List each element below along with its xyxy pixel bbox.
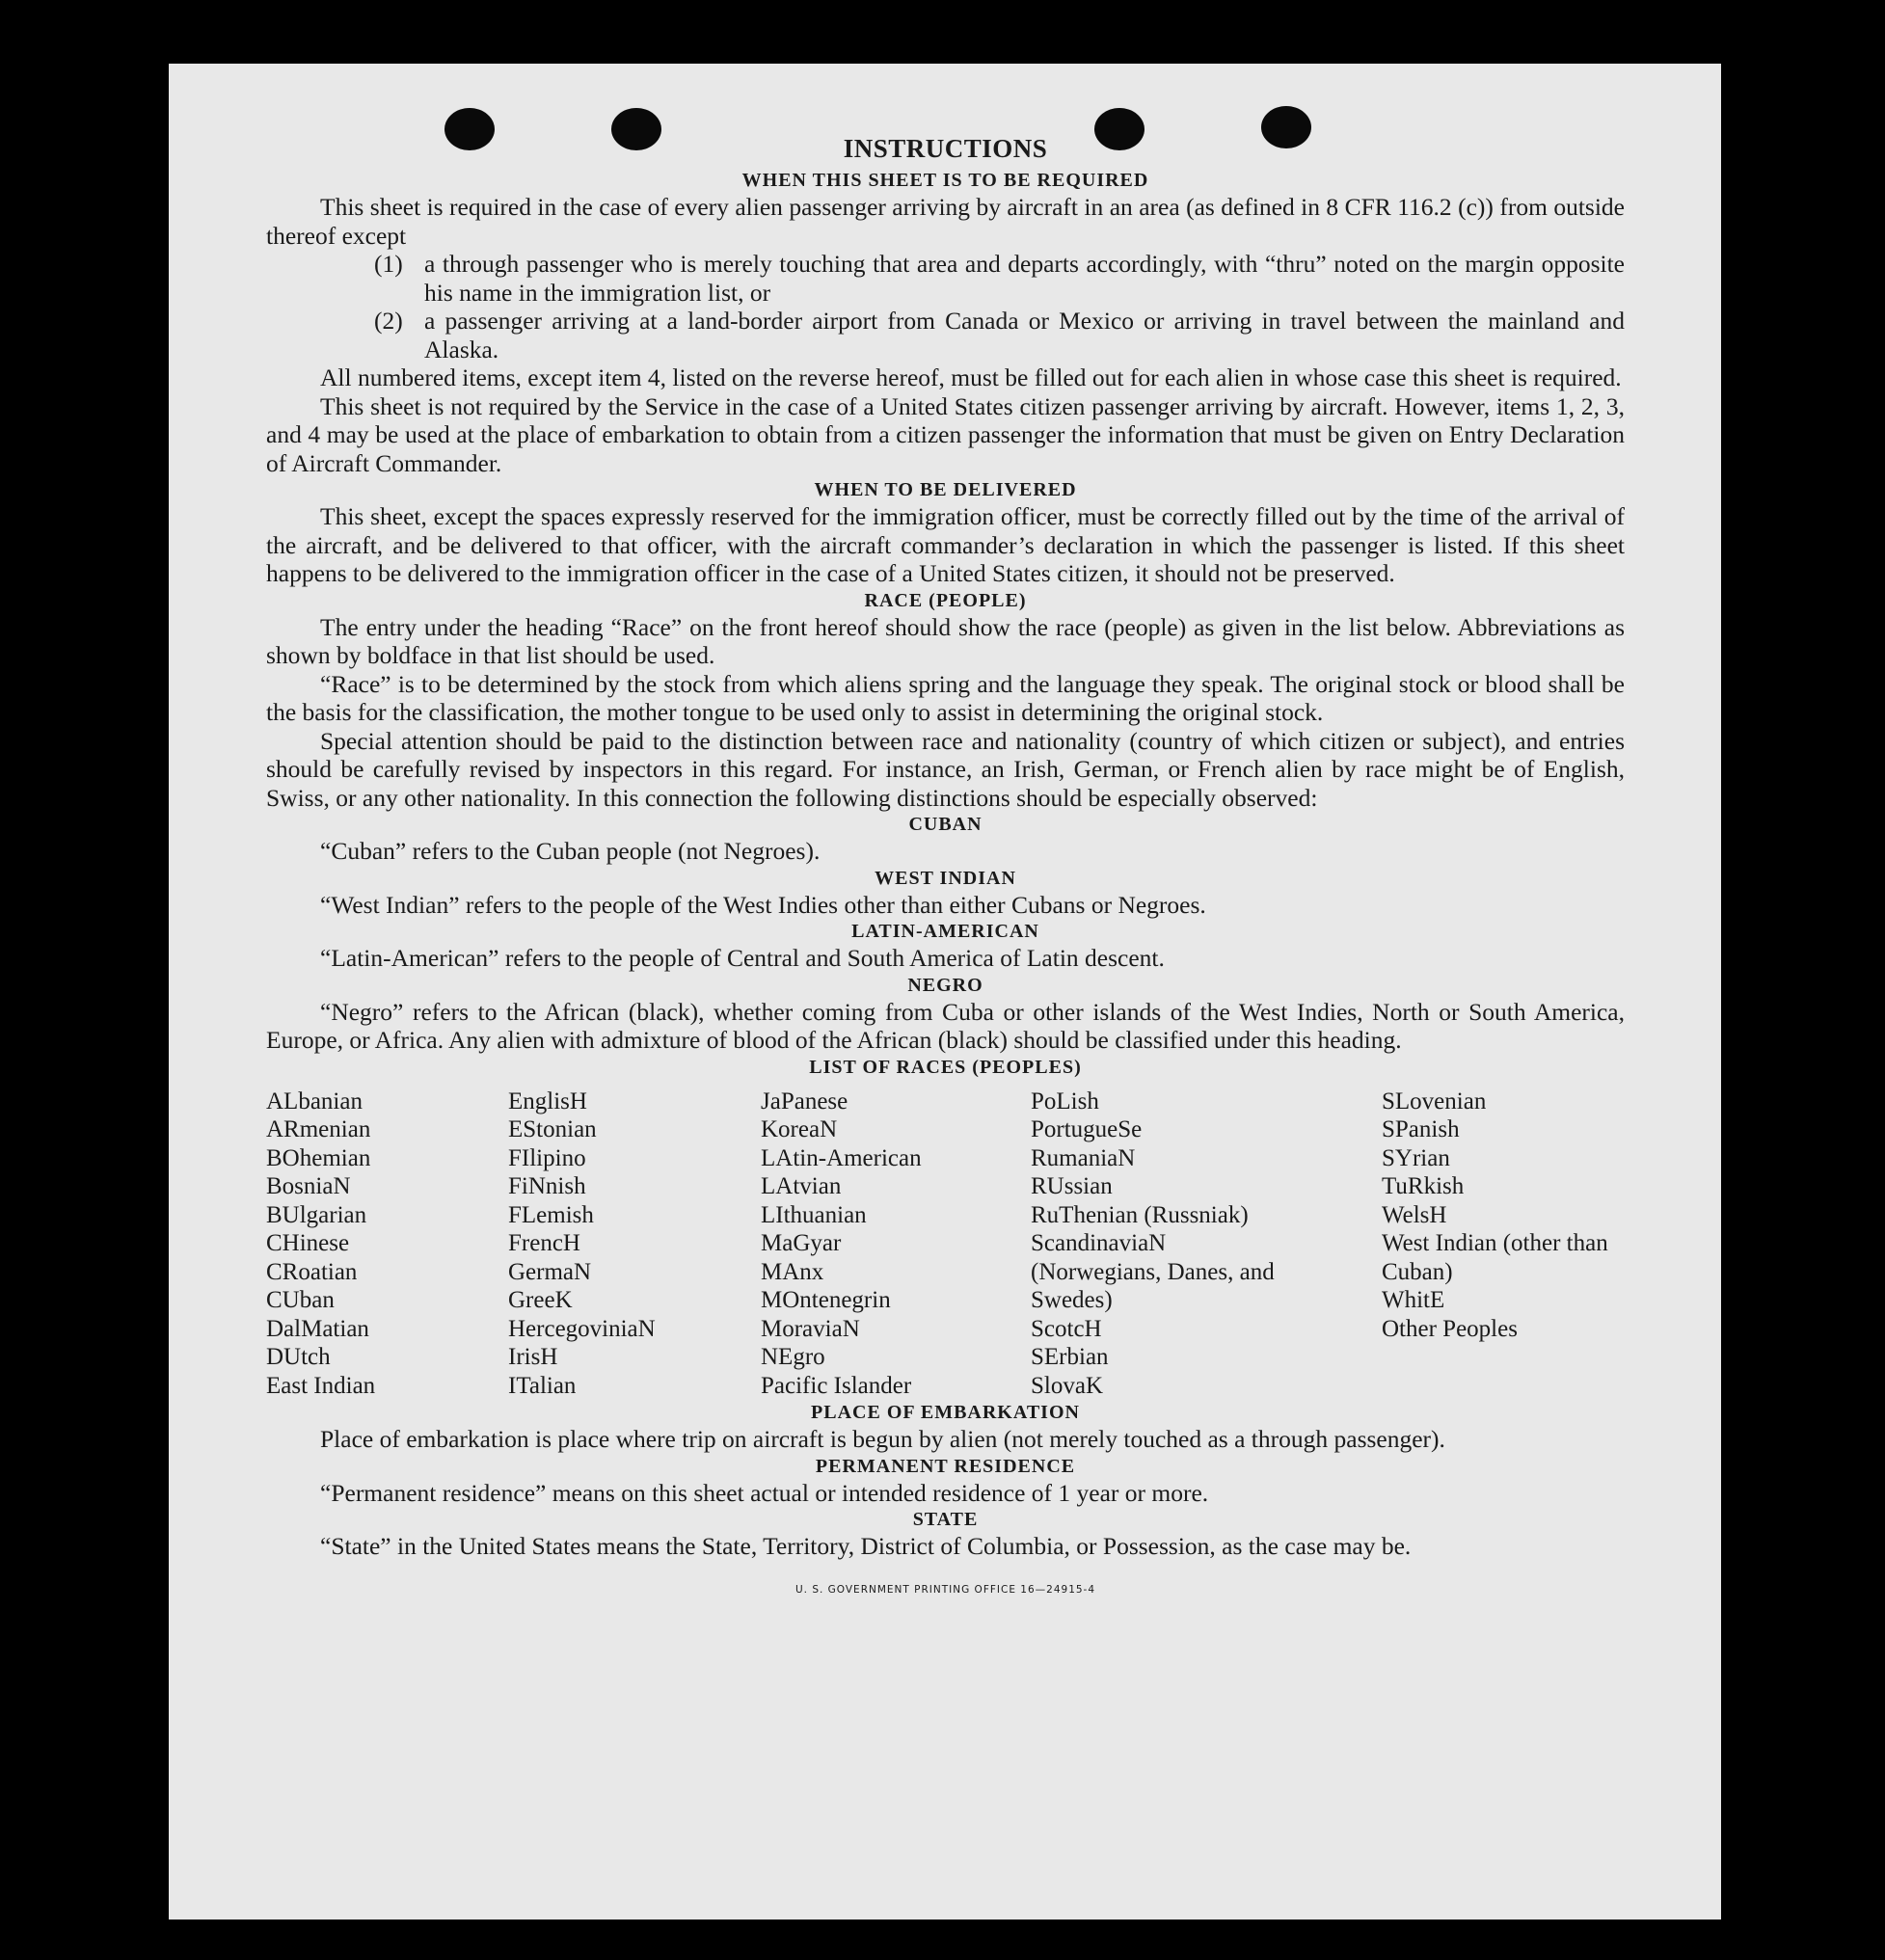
race-entry: EStonian (508, 1116, 597, 1142)
race-entry: CRoatian (266, 1258, 358, 1285)
section-heading: NEGRO (907, 974, 983, 996)
race-entry: SYrian (1382, 1144, 1450, 1171)
race-entry: JaPanese (761, 1087, 848, 1114)
paragraph: This sheet is required in the case of every alien passenger arriving by aircraft in an area (as defined in 8 CFR 116.2 (c)) from outside thereof except (266, 193, 1625, 250)
race-entry: SErbian (1031, 1344, 1109, 1370)
race-entry: MaGyar (761, 1230, 842, 1256)
section-heading: LIST OF RACES (PEOPLES) (809, 1056, 1082, 1078)
race-entry: MOntenegrin (761, 1287, 891, 1313)
races-column (266, 1087, 508, 1401)
race-entry: RuThenian (Russniak) (1031, 1201, 1249, 1228)
race-entry: SPanish (1382, 1116, 1460, 1142)
race-entry: RumaniaN (1031, 1144, 1136, 1171)
section-heading: PERMANENT RESIDENCE (815, 1455, 1076, 1477)
item-number: (1) (374, 250, 403, 278)
race-entry: SlovaK (1031, 1372, 1103, 1399)
race-entry: IrisH (508, 1344, 558, 1370)
races-column (508, 1087, 761, 1401)
race-entry: PoLish (1031, 1087, 1099, 1114)
race-entry: West Indian (other than Cuban) (1382, 1230, 1608, 1285)
race-entry: ITalian (508, 1372, 577, 1399)
race-entry: GreeK (508, 1287, 573, 1313)
race-entry: BUlgarian (266, 1201, 367, 1228)
race-entry: SLovenian (1382, 1087, 1487, 1114)
paragraph: “Cuban” refers to the Cuban people (not Negroes). (320, 837, 821, 865)
race-entry: LAtin-American (761, 1144, 922, 1171)
paragraph: “Negro” refers to the African (black), whether coming from Cuba or other islands of the West Indies, North or South America, Europe, or Africa. Any alien with admixture of blood of the African (black) should be classified under this heading. (266, 997, 1625, 1054)
race-entry: FIlipino (508, 1144, 586, 1171)
race-entry: NEgro (761, 1344, 825, 1370)
page-title: INSTRUCTIONS (843, 134, 1048, 163)
race-entry: DUtch (266, 1344, 331, 1370)
race-entry: East Indian (266, 1372, 376, 1399)
races-list (266, 1087, 1625, 1401)
item-number: (2) (374, 307, 403, 335)
paragraph: “West Indian” refers to the people of the West Indies other than either Cubans or Negroes. (320, 890, 1206, 919)
paragraph: All numbered items, except item 4, listed on the reverse hereof, must be filled out for each alien in whose case this sheet is required. (320, 363, 1622, 391)
race-entry: HercegoviniaN (508, 1315, 656, 1342)
race-entry: FLemish (508, 1201, 594, 1228)
race-entry: FrencH (508, 1230, 580, 1256)
race-entry: DalMatian (266, 1315, 369, 1342)
race-entry: Pacific Islander (761, 1372, 912, 1399)
race-entry: MoraviaN (761, 1315, 860, 1342)
race-entry: KoreaN (761, 1116, 838, 1142)
section-heading: RACE (PEOPLE) (864, 589, 1027, 611)
race-entry: Other Peoples (1382, 1315, 1518, 1342)
race-entry: WelsH (1382, 1201, 1447, 1228)
race-entry: WhitE (1382, 1287, 1445, 1313)
race-entry: BosniaN (266, 1173, 351, 1199)
races-column (1382, 1087, 1625, 1401)
paragraph: The entry under the heading “Race” on the front hereof should show the race (people) as given in the list below. Abbreviations as shown by boldface in that list should be used. (266, 612, 1625, 669)
paragraph: Special attention should be paid to the distinction between race and nationality (country of which citizen or subject), and entries should be carefully revised by inspectors in this regard. For instance, an Irish, German, or French alien by race might be of English, Swiss, or any other nationality. In this connection the following distinctions should be especially observed: (266, 726, 1625, 812)
paragraph: This sheet, except the spaces expressly reserved for the immigration officer, must be correctly filled out by the time of the arrival of the aircraft, and be delivered to that officer, with the aircraft commander’s declaration in which the passenger is listed. If this sheet happens to be delivered to the immigration officer in the case of a United States citizen, it should not be preserved. (266, 502, 1625, 587)
section-heading: WHEN TO BE DELIVERED (814, 479, 1077, 500)
race-entry: ScandinaviaN (Norwegians, Danes, and Swedes) (1031, 1230, 1275, 1313)
paragraph: This sheet is not required by the Service in the case of a United States citizen passenger arriving by aircraft. However, items 1, 2, 3, and 4 may be used at the place of embarkation to obtain from a citizen passenger the information that must be given on Entry Declaration of Aircraft Commander. (266, 391, 1625, 477)
race-entry: CHinese (266, 1230, 350, 1256)
paragraph: “Latin-American” refers to the people of Central and South America of Latin descent. (320, 944, 1165, 972)
race-entry: ARmenian (266, 1116, 371, 1142)
race-entry: EnglisH (508, 1087, 587, 1114)
race-entry: TuRkish (1382, 1173, 1465, 1199)
section-heading: WEST INDIAN (875, 867, 1016, 889)
race-entry: LAtvian (761, 1173, 842, 1199)
list-item (374, 250, 1625, 307)
paragraph: Place of embarkation is place where trip on aircraft is begun by alien (not merely touched as a through passenger). (320, 1425, 1445, 1453)
paragraph: “Permanent residence” means on this sheet actual or intended residence of 1 year or more. (320, 1478, 1209, 1507)
section-heading: STATE (912, 1509, 979, 1530)
list-item (374, 307, 1625, 363)
race-entry: MAnx (761, 1258, 824, 1285)
race-entry: ALbanian (266, 1087, 363, 1114)
section-heading: PLACE OF EMBARKATION (811, 1402, 1080, 1423)
paragraph: “State” in the United States means the State, Territory, District of Columbia, or Possession, as the case may be. (320, 1532, 1412, 1560)
race-entry: LIthuanian (761, 1201, 867, 1228)
race-entry: PortugueSe (1031, 1116, 1143, 1142)
printer-imprint: U. S. GOVERNMENT PRINTING OFFICE 16—24915-4 (794, 1583, 1096, 1596)
races-column (761, 1087, 1031, 1401)
race-entry: BOhemian (266, 1144, 371, 1171)
races-column (1031, 1087, 1299, 1401)
race-entry: GermaN (508, 1258, 592, 1285)
item-text: a through passenger who is merely touching that area and departs accordingly, with “thru” noted on the margin opposite his name in the immigration list, or (424, 250, 1625, 307)
race-entry: CUban (266, 1287, 335, 1313)
race-entry: RUssian (1031, 1173, 1113, 1199)
item-text: a passenger arriving at a land-border airport from Canada or Mexico or arriving in travel between the mainland and Alaska. (424, 307, 1625, 363)
paragraph: “Race” is to be determined by the stock from which aliens spring and the language they speak. The original stock or blood shall be the basis for the classification, the mother tongue to be used only to assist in determining the original stock. (266, 669, 1625, 726)
section-heading: CUBAN (908, 814, 983, 835)
document-content (266, 133, 1625, 1604)
section-heading: LATIN-AMERICAN (851, 921, 1039, 942)
race-entry: ScotcH (1031, 1315, 1102, 1342)
section-heading: WHEN THIS SHEET IS TO BE REQUIRED (741, 170, 1149, 191)
race-entry: FiNnish (508, 1173, 586, 1199)
document-sheet (169, 64, 1721, 1920)
